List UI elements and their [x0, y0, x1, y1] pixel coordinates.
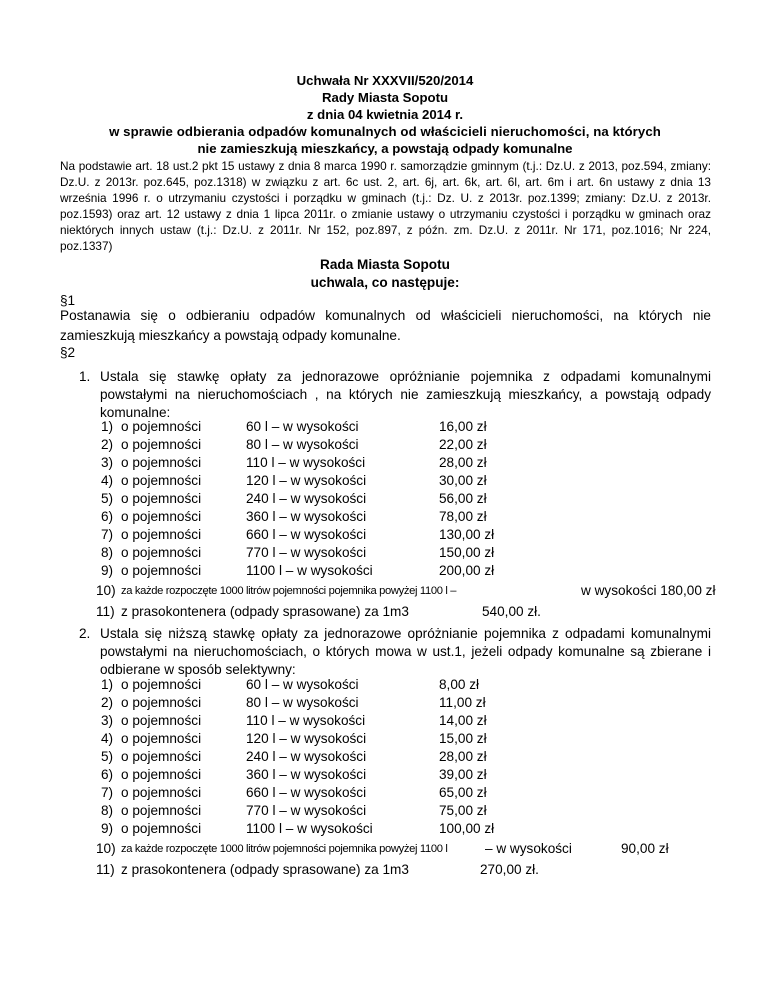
legal-basis-preamble: Na podstawie art. 18 ust.2 pkt 15 ustawy z dnia 8 marca 1990 r. samorządzie gminnym (t.j.: Dz.U. z 2013, poz.594, zmiany: Dz.U. z 2013r. poz.645, poz.1318) w związku z art. 6c ust. 2, art. 6j, art. 6k, art. 6l, art. 6m i art. 6n ustawy z dnia 13 września 1996 r. o utrzymaniu czystości i porządku w gminach (t.j.: Dz. U. z 2013r. poz.1399; zmiany: Dz.U. z 2013r. poz.1593) oraz art. 12 ustawy z dnia 1 lipca 2011r. o zmianie ustawy o utrzymaniu czystości i porządku w gminach oraz niektórych innych ustaw (t.j.: Dz.U. z 2011r. Nr 152, poz.897, z późn. zm. Dz.U. z 2011r. Nr 171, poz.1016; Nr 224, poz.1337) — [60, 159, 711, 253]
item-number: 1. — [79, 369, 91, 384]
document-page: Uchwała Nr XXXVII/520/2014 Rady Miasta Sopotu z dnia 04 kwietnia 2014 r. w sprawie odbierania odpadów komunalnych od właścicieli nieruchomości, na których nie zamieszkują mieszkańcy, a powstają odpady komunalne Na podstawie art. 18 ust.2 pkt 15 ustawy z dnia 8 marca 1990 r. samorządzie gminnym (t.j.: Dz.U. z 2013, poz.594, zmiany: Dz.U. z 2013r. poz.645, poz.1318) w związku z art. 6c ust. 2, art. 6j, art. 6k, art. 6l, art. 6m i art. 6n ustawy z dnia 13 września 1996 r. o utrzymaniu czystości i porządku w gminach (t.j.: Dz. U. z 2013r. poz.1399; zmiany: Dz.U. z 2013r. poz.1593) oraz art. 12 ustawy z dnia 1 lipca 2011r. o zmianie ustawy o utrzymaniu czystości i porządku w gminach oraz niektórych innych ustaw (t.j.: Dz.U. z 2011r. Nr 152, poz.897, z późn. zm. Dz.U. z 2011r. Nr 171, poz.1016; Nr 224, poz.1337) Rada Miasta Sopotu uchwala, co następuje: §1 Postanawia się o odbieraniu odpadów komunalnych od właścicieli nieruchomości, na których nie zamieszkują mieszkańcy a powstają odpady komunalne. §2 1. Ustala się stawkę opłaty za jednorazowe opróżnianie pojemnika z odpadami komunalnymi powstałymi na nieruchomościach , na których nie zamieszkują mieszkańcy, a powstają odpady komunalne: 1) o pojemności 60 l – w wysokości 16,00 zł 2) o pojemności 80 l – w wysokości 22,00 zł 3) o pojemności 110 l – w wysokości 28,00 zł 4) o pojemności 120 l – w wysokości 30,00 zł 5) o pojemności 240 l – w wysokości 56,00 zł 6) o pojemności 360 l – w wysokości 78,00 zł 7) o pojemności 660 l – w wysokości 130,00 zł 8) o pojemności 770 l – w wysokości 150,00 zł 9) o pojemności 1100 l – w wysokości 200,00 zł 10) za każde rozpoczęte 1000 litrów pojemności pojemnika powyżej 1100 l – w wysokości 180,00 zł 11) z prasokontenera (odpady sprasowane) za 1m3 540,00 zł. 2. Ustala się niższą stawkę opłaty za jednorazowe opróżnianie pojemnika z odpadami komunalnymi powstałymi na nieruchomościach, o których mowa w ust.1, jeżeli odpady komunalne są zbierane i odbierane w sposób selektywny: 1) o pojemności 60 l – w wysokości 8,00 zł 2) o pojemności 80 l – w wysokości 11,00 zł 3) o pojemności 110 l – w wysokości 14,00 zł 4) o pojemności 120 l – w wysokości 15,00 zł 5) o pojemności 240 l – w wysokości 28,00 zł 6) o pojemności 360 l – w wysokości 39,00 zł 7) o pojemności 660 l – w wysokości 65,00 zł 8) o pojemności 770 l – w wysokości 75,00 zł 9) o pojemności 1100 l – w wysokości 100,00 zł 10) za każde rozpoczęte 1000 litrów pojemności pojemnika powyżej 1100 l – w wysokości 90,00 zł 11) z prasokontenera (odpady sprasowane) za 1m3 270,00 zł. — [0, 0, 768, 994]
item-text: Ustala się niższą stawkę opłaty za jednorazowe opróżnianie pojemnika z odpadami komunalnymi powstałymi na nieruchomościach, o których mowa w ust.1, jeżeli odpady komunalne są zbierane i odbierane w sposób selektywny: — [100, 626, 711, 677]
section-1-text: Postanawia się o odbieraniu odpadów komunalnych od właścicieli nieruchomości, na których nie zamieszkują mieszkańcy a powstają odpady komunalne. — [60, 308, 711, 343]
resolves-text: uchwala, co następuje: — [310, 275, 460, 290]
item-text: Ustala się stawkę opłaty za jednorazowe opróżnianie pojemnika z odpadami komunalnymi powstałymi na nieruchomościach , na których nie zamieszkują mieszkańcy, a powstają odpady komunalne: — [100, 369, 711, 420]
item-number: 2. — [79, 626, 91, 641]
section-2-item-1 — [60, 368, 711, 422]
subject-line-2: nie zamieszkują mieszkańcy, a powstają odpady komunalne — [197, 141, 573, 156]
section-1-mark: §1 — [60, 293, 76, 308]
section-2-mark: §2 — [60, 345, 76, 360]
resolution-title: Uchwała Nr XXXVII/520/2014 — [296, 73, 474, 88]
section-2-item-2 — [60, 625, 711, 679]
subject-line-1: w sprawie odbierania odpadów komunalnych od właścicieli nieruchomości, na których — [109, 124, 661, 139]
council-name: Rady Miasta Sopotu — [321, 90, 449, 105]
resolves-council: Rada Miasta Sopotu — [320, 257, 450, 272]
resolution-date: z dnia 04 kwietnia 2014 r. — [306, 107, 464, 122]
